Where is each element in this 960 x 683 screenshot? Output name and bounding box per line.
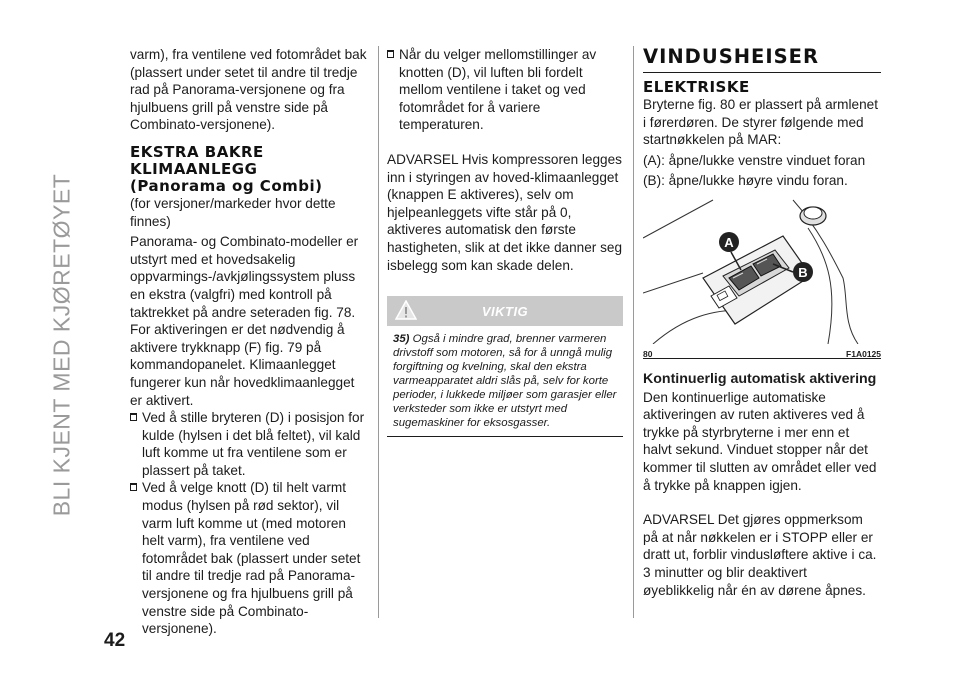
- warning-bar: [387, 296, 623, 326]
- bullet-item: Ved å stille bryteren (D) i posisjon for kulde (hylsen i det blå feltet), vil kald luft komme ut fra ventilene som er plassert på taket.: [130, 409, 368, 479]
- bullet-item: Når du velger mellomstillinger av knotten (D), vil luften bli fordelt mellom ventilene i taket og ved fotområdet for å variere temperaturen.: [387, 46, 623, 134]
- warning-label: VIKTIG: [481, 304, 529, 320]
- column-1: [130, 46, 368, 638]
- column-divider: [633, 46, 634, 618]
- paragraph: Den kontinuerlige automatiske aktiveringen av ruten aktiveres ved å trykke på styrbryterne i mer enn et halvt sekund. Vinduet stopper når det kommer til slutten av området eller ved å trykke på knappen igjen.: [643, 389, 877, 493]
- advarsel-paragraph: ADVARSEL Det gjøres oppmerksom på at når nøkkelen er i STOPP eller er dratt ut, forblir vindusløftere aktive i ca. 3 minutter og blir deaktivert øyeblikkelig når én av dørene åpnes.: [643, 512, 877, 598]
- subsection-heading: ELEKTRISKE: [643, 78, 750, 96]
- intro-paragraph: varm), fra ventilene ved fotområdet bak (plassert under setet til andre til tredje rad på Panorama-versjonene og fra hjulbuens grill på venstre side på Combinato-versjonene).: [130, 47, 367, 133]
- heading-rule: [643, 72, 881, 73]
- advarsel-paragraph: ADVARSEL Hvis kompressoren legges inn i styringen av hoved-klimaanlegget (knappen E aktiveres), selv om hjelpeanleggets vifte står på 0, aktiveres automatisk den første hastigheten, slik at det ikke danner seg isbelegg som kan skade delen.: [387, 151, 623, 273]
- section-heading: VINDUSHEISER: [643, 45, 820, 68]
- warning-box: [387, 326, 623, 437]
- door-armrest-illustration: [643, 198, 881, 344]
- column-divider: [378, 46, 379, 618]
- checkbox-bullet-icon: [387, 50, 394, 58]
- chapter-side-title: BLI KJENT MED KJØRETØYET: [48, 173, 75, 517]
- subsection-heading: Kontinuerlig automatisk aktivering: [643, 370, 877, 387]
- figure-caption: [643, 344, 881, 359]
- column-2: [387, 46, 623, 437]
- figure-label-b: B: [798, 264, 808, 280]
- bullet-item: Ved å velge knott (D) til helt varmt modus (hylsen på rød sektor), vil varm luft komme ut (med motoren helt varm), fra ventilene ved fotområdet bak (plassert under setet til andre til tredje rad på Panorama-versjonene og fra hjulbuens grill på venstre side på Combinato-versjonene).: [130, 479, 368, 637]
- paragraph: (for versjoner/markeder hvor dette finnes): [130, 195, 336, 229]
- figure-label-a: A: [724, 234, 734, 250]
- checkbox-bullet-icon: [130, 483, 137, 491]
- window-switch-figure: [643, 198, 881, 344]
- paragraph: (B): åpne/lukke høyre vindu foran.: [643, 173, 848, 189]
- column-3: [643, 46, 881, 599]
- warning-number: 35): [393, 333, 410, 346]
- section-heading: EKSTRA BAKRE KLIMAANLEGG (Panorama og Combi): [130, 142, 323, 195]
- paragraph: Bryterne fig. 80 er plassert på armlenet i førerdøren. De styrer følgende med startnøkkelen på MAR:: [643, 97, 878, 148]
- figure-code: F1A0125: [846, 348, 881, 359]
- paragraph: Panorama- og Combinato-modeller er utstyrt med et hovedsakelig oppvarmings-/avkjølingssystem pluss en ekstra (valgfri) med kontroll på taktrekket på andre seteraden fig. 78. For aktiveringen er det nødvendig å aktivere trykknapp (F) fig. 79 på kommandopanelet. Klimaanlegget fungerer kun når hovedklimaanlegget er aktivert.: [130, 234, 359, 408]
- page-number: 42: [104, 630, 126, 651]
- warning-text: Også i mindre grad, brenner varmeren drivstoff som motoren, så for å unngå mulig forgiftning og kvelning, skal den ekstra varmeapparatet aldri slås på, selv for korte perioder, i lukkede miljøer som garasjer eller verksteder som ikke er utstyrt med sugemaskiner for eksosgasser.: [393, 333, 617, 430]
- paragraph: (A): åpne/lukke venstre vinduet foran: [643, 152, 866, 168]
- checkbox-bullet-icon: [130, 413, 137, 421]
- figure-number: 80: [643, 348, 653, 359]
